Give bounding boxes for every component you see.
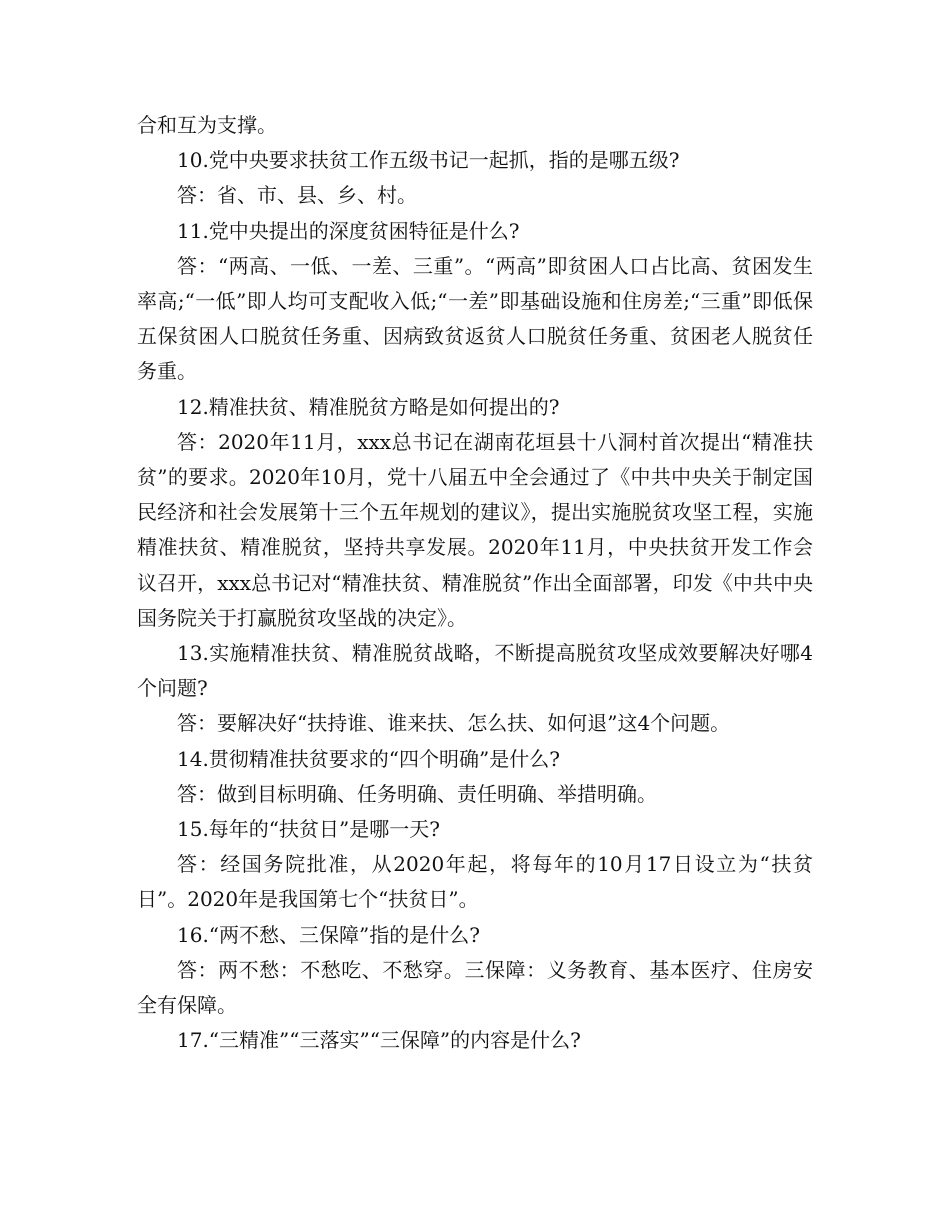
answer-16: 答：两不愁：不愁吃、不愁穿。三保障：义务教育、基本医疗、住房安全有保障。: [137, 957, 813, 1018]
question-17: 17.“三精准”“三落实”“三保障”的内容是什么?: [177, 1028, 581, 1053]
question-12: 12.精准扶贫、精准脱贫方略是如何提出的?: [177, 394, 560, 419]
document-body: [137, 108, 813, 1058]
answer-12: 答：2020年11月，xxx总书记在湖南花垣县十八洞村首次提出“精准扶贫”的要求。2020年10月，党十八届五中全会通过了《中共中央关于制定国民经济和社会发展第十三个五年规划的建议》，提出实施脱贫攻坚工程，实施精准扶贫、精准脱贫，坚持共享发展。2020年11月，中央扶贫开发工作会议召开，xxx总书记对“精准扶贫、精准脱贫”作出全面部署，印发《中共中央国务院关于打赢脱贫攻坚战的决定》。: [137, 429, 813, 630]
question-13: 13.实施精准扶贫、精准脱贫战略，不断提高脱贫攻坚成效要解决好哪4个问题?: [137, 641, 813, 701]
answer-10: 答：省、市、县、乡、村。: [177, 183, 417, 208]
question-10: 10.党中央要求扶贫工作五级书记一起抓，指的是哪五级?: [177, 148, 680, 173]
question-11: 11.党中央提出的深度贫困特征是什么?: [177, 218, 520, 243]
answer-11: 答：“两高、一低、一差、三重”。“两高”即贫困人口占比高、贫困发生率高;“一低”即人均可支配收入低;“一差”即基础设施和住房差;“三重”即低保五保贫困人口脱贫任务重、因病致贫返贫人口脱贫任务重、贫困老人脱贫任务重。: [137, 253, 813, 384]
question-14: 14.贯彻精准扶贫要求的“四个明确”是什么?: [177, 746, 560, 771]
answer-14: 答：做到目标明确、任务明确、责任明确、举措明确。: [177, 781, 657, 806]
paragraph-continuation: 合和互为支撑。: [137, 113, 277, 137]
answer-13: 答：要解决好“扶持谁、谁来扶、怎么扶、如何退”这4个问题。: [177, 711, 731, 736]
question-16: 16.“两不愁、三保障”指的是什么?: [177, 922, 480, 947]
answer-15: 答：经国务院批准，从2020年起，将每年的10月17日设立为“扶贫日”。2020年是我国第七个“扶贫日”。: [137, 852, 813, 912]
question-15: 15.每年的“扶贫日”是哪一天?: [177, 817, 440, 842]
